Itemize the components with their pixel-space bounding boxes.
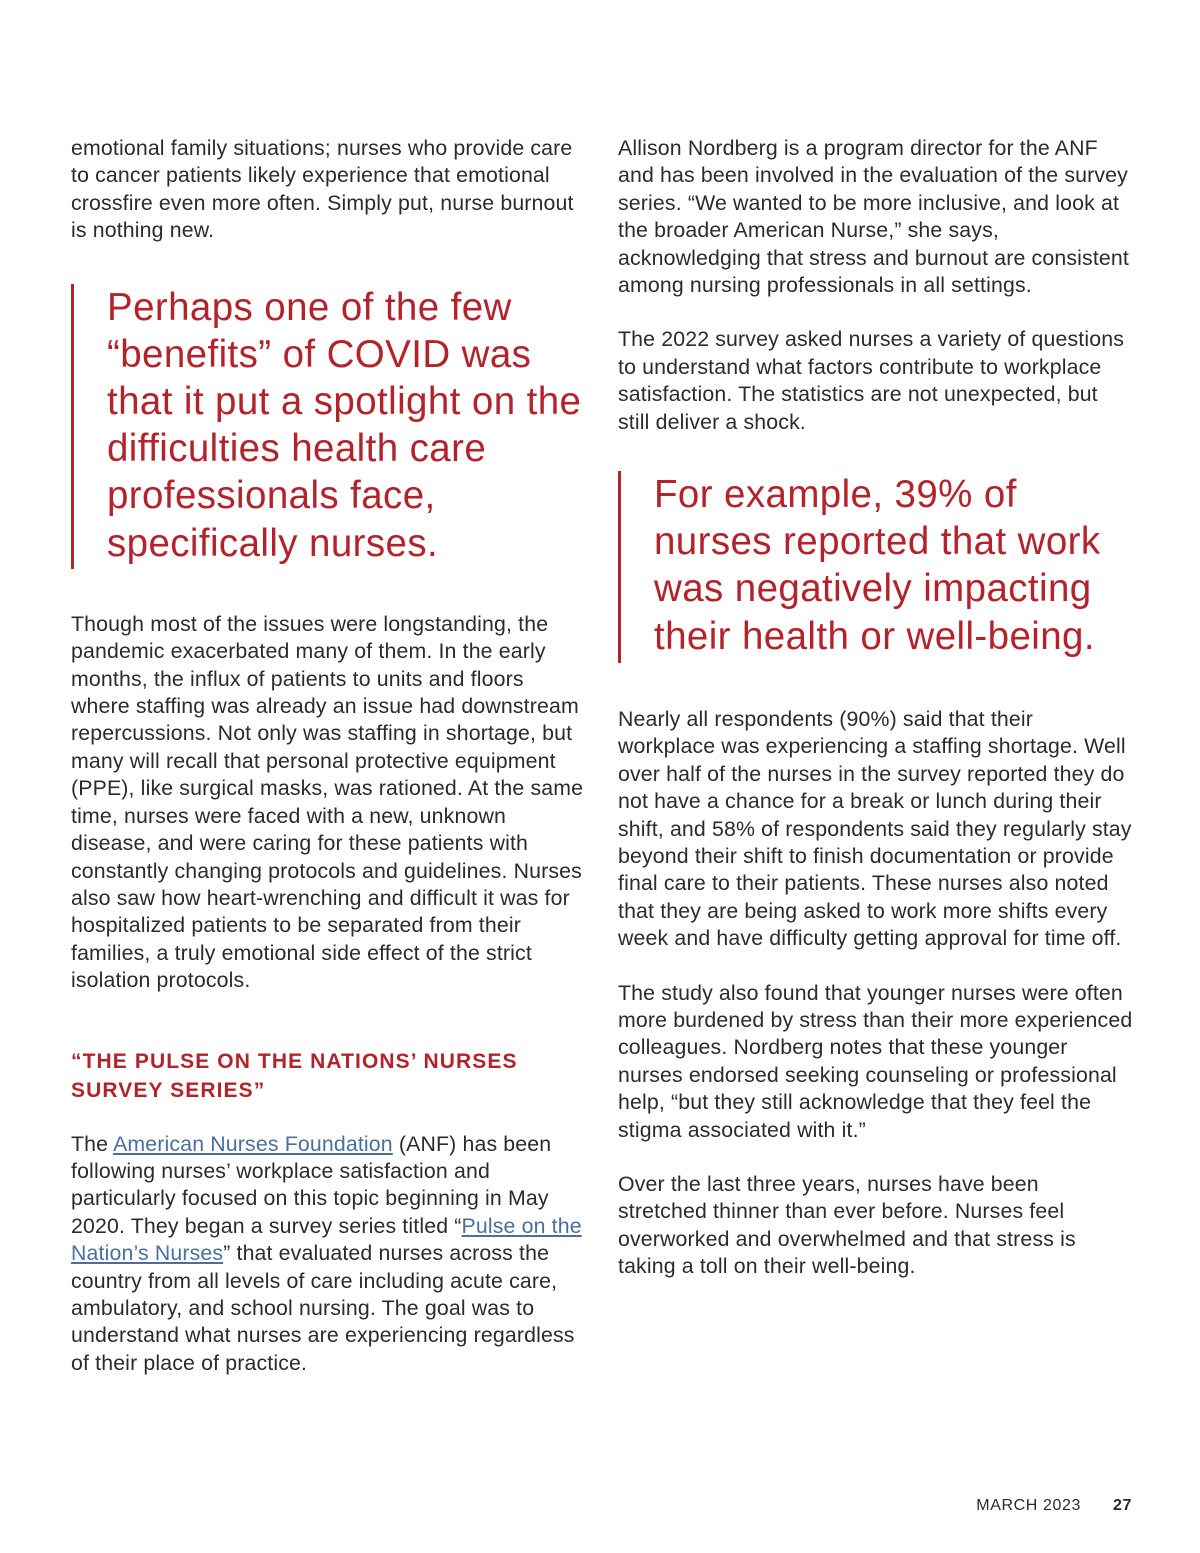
- younger-nurses-paragraph: The study also found that younger nurses were often more burdened by stress than their more experienced colleagues. Nordberg notes that these younger nurses endorsed seeking counseling or professional help, “but they still acknowledge that they feel the stigma associated with it.”: [618, 980, 1133, 1142]
- left-column: [71, 135, 586, 1377]
- survey-2022-paragraph: The 2022 survey asked nurses a variety of questions to understand what factors contribute to workplace satisfaction. The statistics are not unexpected, but still deliver a shock.: [618, 327, 1125, 434]
- anf-text-2: ” that evaluated nurses across the country from all levels of care including acute care, ambulatory, and school nursing. The goal was to understand what nurses are experiencing regardless of their place of practice.: [71, 1241, 575, 1375]
- pulse-survey-link[interactable]: Pulse on the Nation’s Nurses: [71, 1213, 582, 1266]
- intro-paragraph: emotional family situations; nurses who provide care to cancer patients likely experience that emotional crossfire even more often. Simply put, nurse burnout is nothing new.: [71, 136, 574, 243]
- pull-quote-covid: Perhaps one of the few “benefits” of COVID was that it put a spotlight on the difficulties health care professionals face, specifically nurses.: [71, 284, 586, 569]
- right-column: [618, 135, 1133, 1281]
- anf-paragraph: [71, 1131, 586, 1378]
- anf-text-1: (ANF) has been following nurses’ workplace satisfaction and particularly focused on this topic beginning in May 2020. They began a survey series titled “: [71, 1131, 552, 1238]
- anf-prefix: The: [71, 1131, 109, 1156]
- pandemic-paragraph: Though most of the issues were longstanding, the pandemic exacerbated many of them. In the early months, the influx of patients to units and floors where staffing was already an issue had downstream repercussions. Not only was staffing in shortage, but many will recall that personal protective equipment (PPE), like surgical masks, was rationed. At the same time, nurses were faced with a new, unknown disease, and were caring for these patients with constantly changing protocols and guidelines. Nurses also saw how heart-wrenching and difficult it was for hospitalized patients to be separated from their families, a truly emotional side effect of the strict isolation protocols.: [71, 611, 584, 993]
- issue-date: MARCH 2023: [976, 1497, 1081, 1514]
- nordberg-paragraph: Allison Nordberg is a program director for the ANF and has been involved in the evaluation of the survey series. “We wanted to be more inclusive, and look at the broader American Nurse,” she says, acknowledging that stress and burnout are consistent among nursing professionals in all settings.: [618, 136, 1129, 298]
- staffing-paragraph: Nearly all respondents (90%) said that their workplace was experiencing a staffing shortage. Well over half of the nurses in the survey reported they do not have a chance for a break or lunch during their shift, and 58% of respondents said they regularly stay beyond their shift to finish documentation or provide final care to their patients. These nurses also noted that they are being asked to work more shifts every week and have difficulty getting approval for time off.: [618, 706, 1132, 951]
- page-number: 27: [1113, 1497, 1132, 1514]
- pull-quote-statistic: For example, 39% of nurses reported that work was negatively impacting their health or well-being.: [618, 471, 1133, 663]
- section-heading: “THE PULSE ON THE NATIONS’ NURSES SURVEY SERIES”: [71, 1049, 518, 1103]
- american-nurses-foundation-link[interactable]: American Nurses Foundation: [113, 1131, 393, 1156]
- three-years-paragraph: Over the last three years, nurses have been stretched thinner than ever before. Nurses feel overworked and overwhelmed and that stress is taking a toll on their well-being.: [618, 1171, 1076, 1279]
- page-footer: [976, 1497, 1132, 1515]
